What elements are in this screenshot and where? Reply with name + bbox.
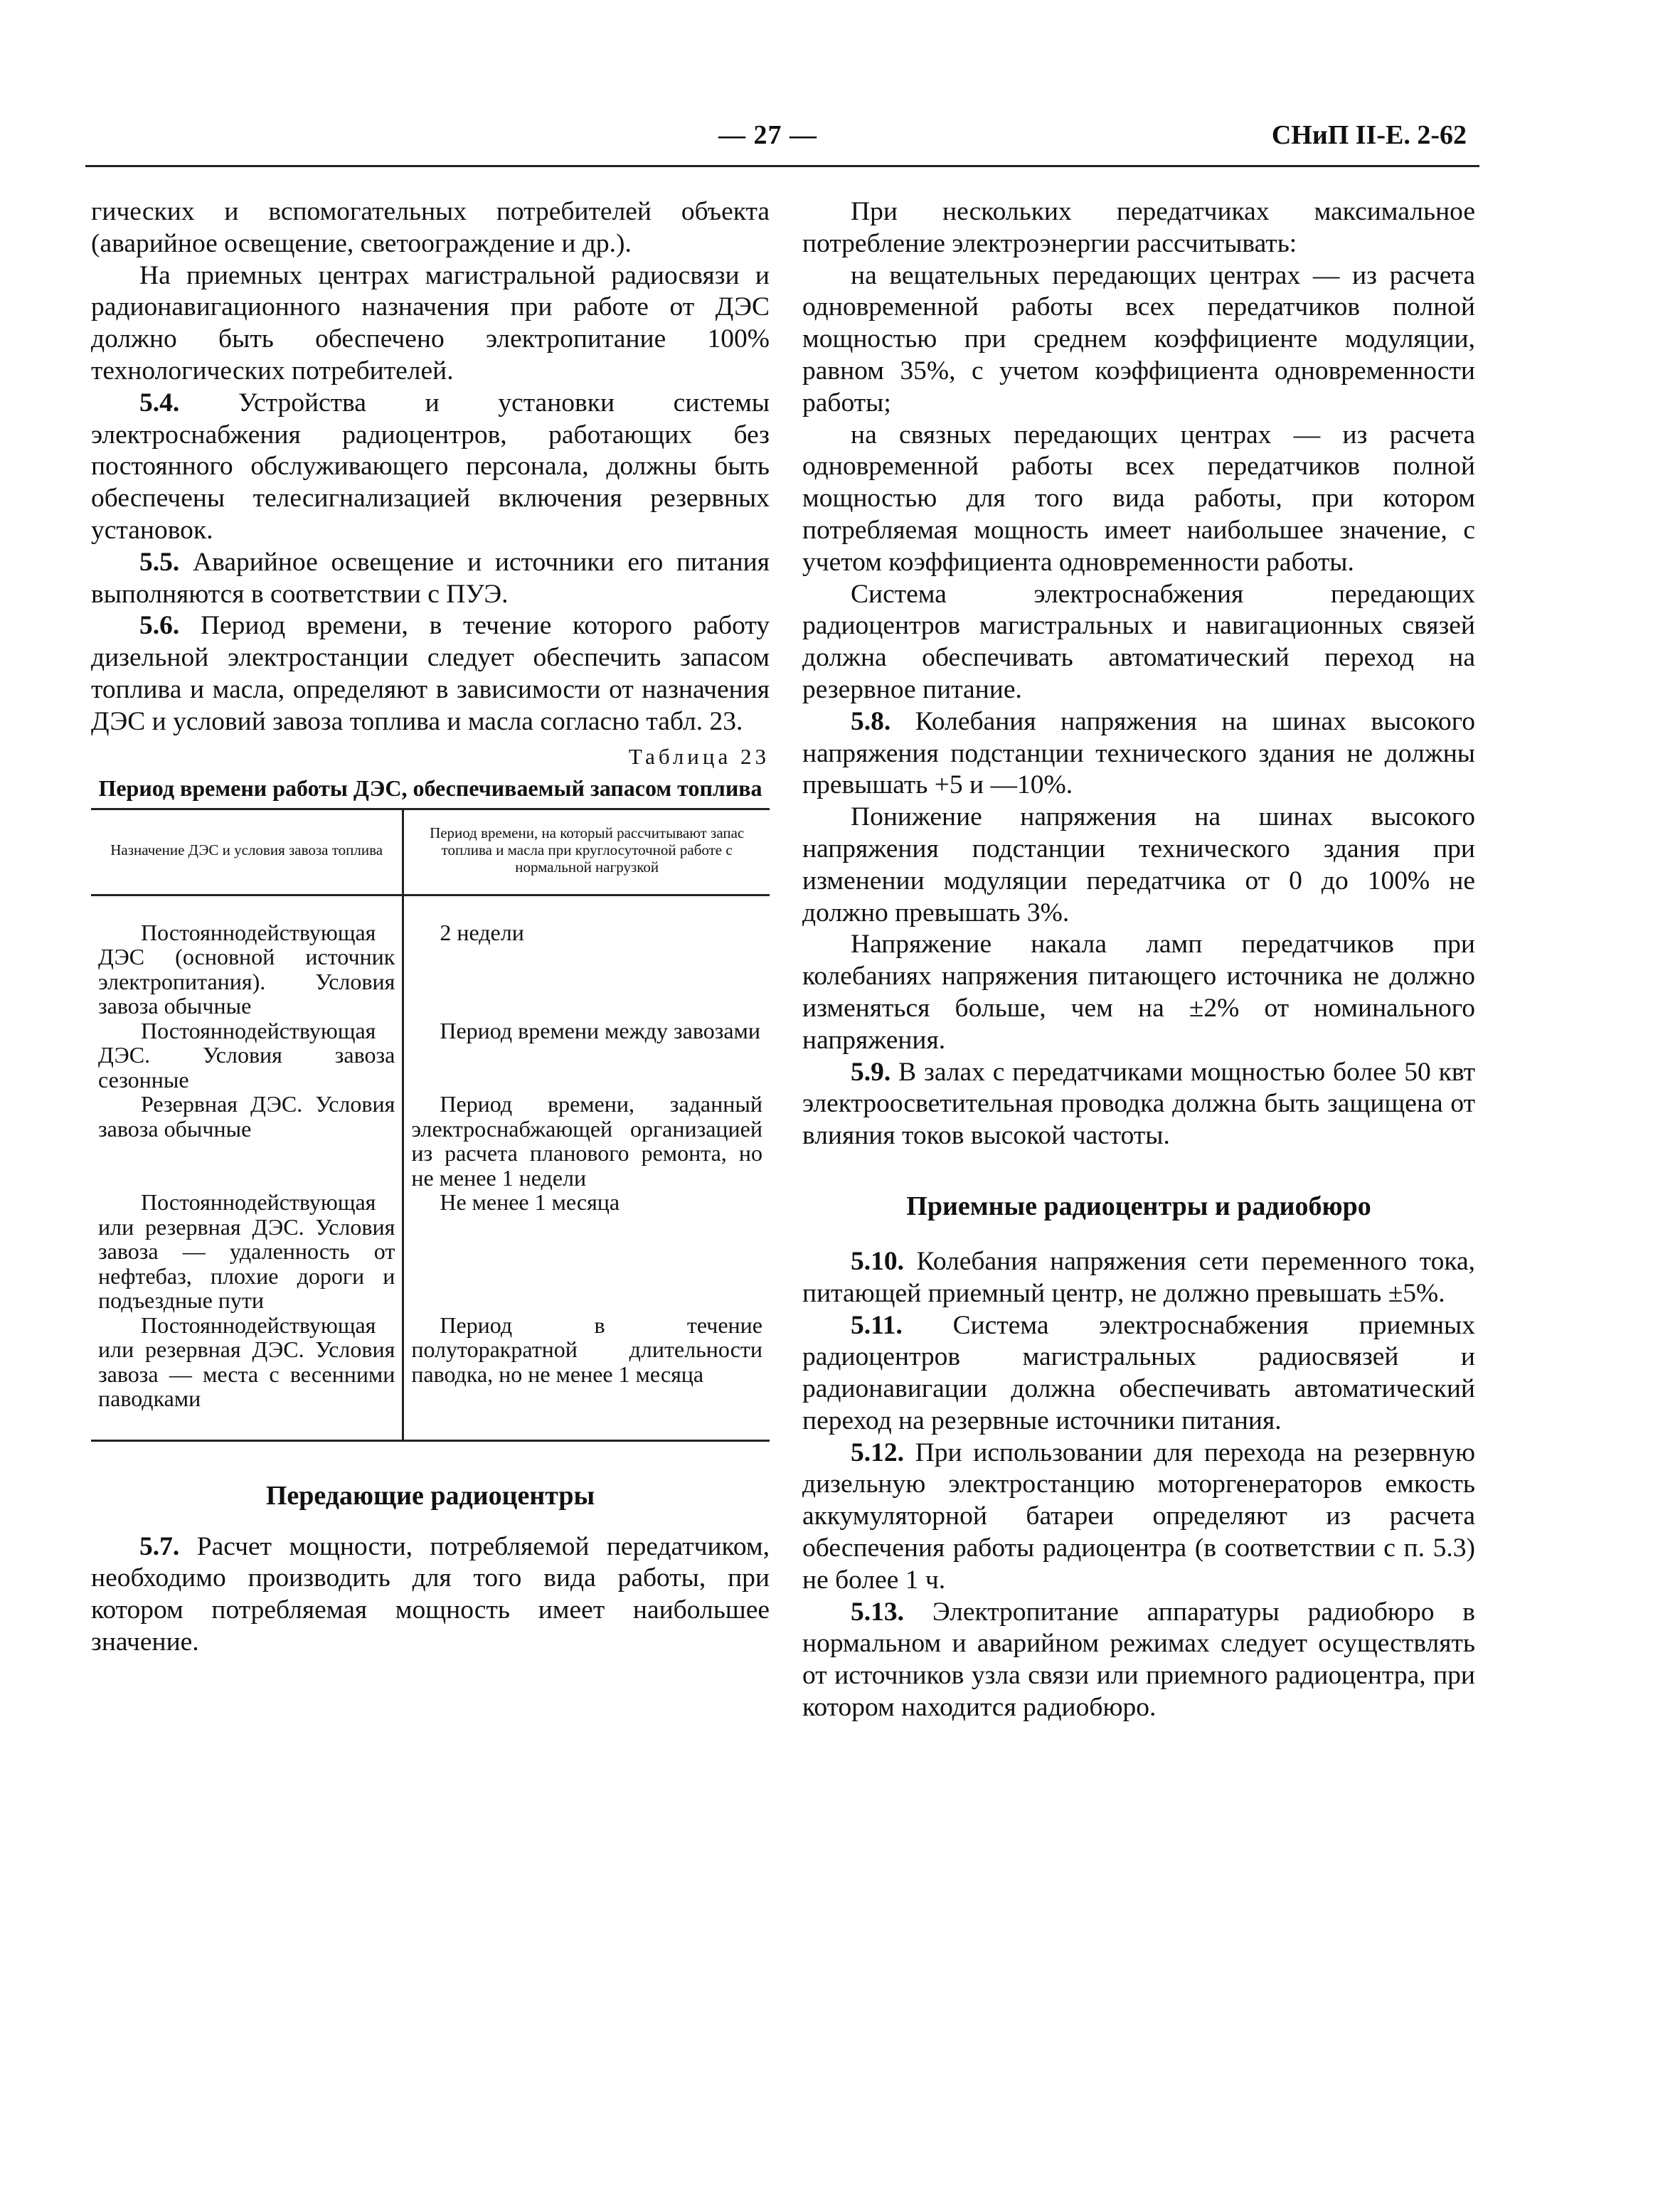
table-cell: Период времени, заданный электроснабжающей организацией из расчета планового ремонта, но не менее 1 недели [403, 1092, 770, 1190]
clause-number: 5.9. [851, 1057, 891, 1087]
clause-number: 5.8. [851, 706, 891, 736]
table-row [91, 1019, 770, 1092]
paragraph [802, 1057, 1475, 1152]
clause-text: Система электроснабжения приемных радиоцентров магистральных радиосвязей и радионавигации должна обеспечивать автоматический переход на резервные источники питания. [802, 1310, 1475, 1435]
clause-text: Период времени, в течение которого работу дизельной электростанции следует обеспечить запасом топлива и масла, определяют в зависимости от назначения ДЭС и условий завоза топлива и масла согласно табл. 23. [91, 611, 770, 736]
paragraph: Понижение напряжения на шинах высокого напряжения подстанции технического здания при изменении модуляции передатчика от 0 до 100% не должно превышать 3%. [802, 802, 1475, 927]
header-rule [85, 165, 1479, 167]
table-cell: Постояннодействующая ДЭС. Условия завоза сезонные [98, 1017, 395, 1092]
table-cell: Период в течение полуторакратной длительности паводка, но не менее 1 месяца [403, 1313, 770, 1441]
paragraph [802, 1597, 1475, 1724]
clause-number: 5.4. [139, 388, 180, 418]
clause-number: 5.12. [851, 1437, 904, 1467]
table-cell: Постояннодействующая или резервная ДЭС. Условия завоза — места с весенними паводками [98, 1312, 395, 1412]
paragraph [91, 610, 770, 738]
clause-text: Электропитание аппаратуры радиобюро в нормальном и аварийном режимах следует осуществлять от источников узла связи или приемного радиоцентра, при котором находится радиобюро. [802, 1597, 1475, 1723]
table-title: Период времени работы ДЭС, обеспечиваемый запасом топлива [98, 775, 762, 801]
clause-text: В залах с передатчиками мощностью более 50 квт электроосветительная проводка должна быть защищена от влияния токов высокой частоты. [802, 1057, 1475, 1151]
paragraph [91, 547, 770, 611]
clause-text: Колебания напряжения на шинах высокого напряжения подстанции технического здания не должны превышать +5 и —10%. [802, 706, 1475, 800]
paragraph: Напряжение накала ламп передатчиков при колебаниях напряжения питающего источника не должно изменяться больше, чем на ±2% от номинального напряжения. [802, 930, 1475, 1055]
right-column [802, 196, 1475, 1724]
table-cell: Постояннодействующая или резервная ДЭС. Условия завоза — удаленность от нефтебаз, плохие дороги и подъездные пути [98, 1189, 395, 1314]
table-cell: Резервная ДЭС. Условия завоза обычные [98, 1091, 395, 1142]
table-cell: Не менее 1 месяца [403, 1190, 770, 1313]
paragraph: на вещательных передающих центрах — из расчета одновременной работы всех передатчиков полной мощностью при среднем коэффициенте модуляции, равном 35%, с учетом коэффициента одновременности работы; [802, 260, 1475, 418]
clause-text: Расчет мощности, потребляемой передатчиком, необходимо производить для того вида работы, при котором потребляемая мощность имеет наибольшее значение. [91, 1531, 770, 1657]
table-cell: Период времени между завозами [403, 1019, 770, 1092]
table-row [91, 895, 770, 1019]
section-heading: Передающие радиоцентры [265, 1480, 595, 1511]
table-cell: Постояннодействующая ДЭС (основной источник электропитания). Условия завоза обычные [98, 919, 395, 1019]
paragraph [802, 1310, 1475, 1437]
document-code: СНиП II-Е. 2-62 [1271, 120, 1467, 150]
clause-text: Аварийное освещение и источники его питания выполняются в соответствии с ПУЭ. [91, 547, 770, 609]
table-row [91, 1190, 770, 1313]
paragraph [802, 1246, 1475, 1310]
paragraph [802, 1437, 1475, 1597]
table-header-cell: Назначение ДЭС и условия завоза топлива [91, 809, 403, 895]
clause-number: 5.6. [139, 611, 180, 641]
clause-number: 5.13. [851, 1597, 904, 1627]
clause-text: При использовании для перехода на резервную дизельную электростанцию моторгенераторов емкость аккумуляторной батареи определяют из расчета обеспечения работы радиоцентра (в соответствии с п. 5.3) не более 1 ч. [802, 1437, 1476, 1595]
clause-text: Устройства и установки системы электроснабжения радиоцентров, работающих без постоянного обслуживающего персонала, должны быть обеспечены телесигнализацией включения резервных установок. [91, 388, 770, 545]
table-header-cell: Период времени, на который рассчитывают запас топлива и масла при круглосуточной работе с нормальной нагрузкой [403, 809, 770, 895]
table-row [91, 1092, 770, 1190]
clause-number: 5.5. [139, 547, 180, 577]
paragraph: гических и вспомогательных потребителей объекта (аварийное освещение, светоограждение и др.). [91, 197, 770, 258]
paragraph: На приемных центрах магистральной радиосвязи и радионавигационного назначения при работе от ДЭС должно быть обеспечено электропитание 100% технологических потребителей. [91, 260, 770, 386]
clause-number: 5.7. [139, 1531, 180, 1561]
des-table [91, 808, 770, 1442]
clause-number: 5.10. [851, 1246, 904, 1276]
table-label: Таблица 23 [628, 743, 770, 769]
paragraph [91, 388, 770, 547]
clause-text: Колебания напряжения сети переменного тока, питающей приемный центр, не должно превышать ±5%. [802, 1246, 1476, 1308]
clause-number: 5.11. [851, 1310, 903, 1340]
table-row [91, 1313, 770, 1441]
table-cell: 2 недели [403, 895, 770, 1019]
left-column [91, 196, 770, 1659]
paragraph: на связных передающих центрах — из расчета одновременной работы всех передатчиков полной мощностью для того вида работы, при котором потребляемая мощность имеет наибольшее значение, с учетом коэффициента одновременности работы. [802, 420, 1475, 577]
page-number: — 27 — [718, 120, 817, 150]
table-header-row [91, 809, 770, 895]
paragraph [91, 1531, 770, 1659]
paragraph: Система электроснабжения передающих радиоцентров магистральных и навигационных связей должна обеспечивать автоматический переход на резервное питание. [802, 579, 1475, 704]
paragraph [802, 706, 1475, 802]
paragraph: При нескольких передатчиках максимальное потребление электроэнергии рассчитывать: [802, 197, 1475, 258]
section-heading: Приемные радиоцентры и радиобюро [906, 1191, 1371, 1221]
